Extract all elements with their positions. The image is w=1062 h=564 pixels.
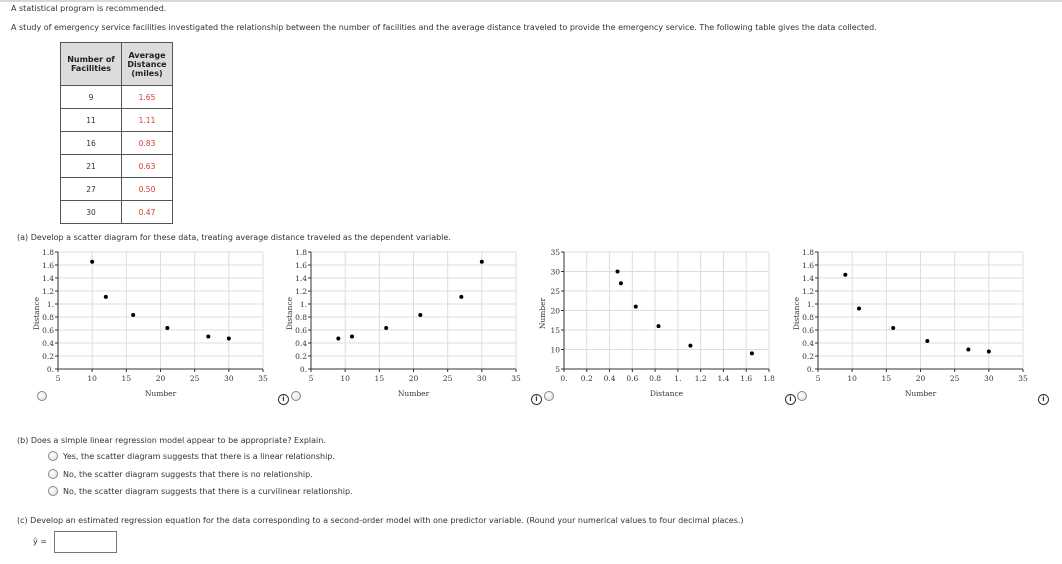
col-header-distance: Average Distance (miles) (122, 43, 173, 86)
x-tick-label: 5 (55, 374, 61, 383)
data-point (987, 349, 991, 353)
x-tick-label: 10 (87, 374, 97, 383)
y-tick-label: 1.2 (802, 287, 814, 296)
y-tick-label: 1. (806, 300, 814, 309)
data-point (206, 335, 210, 339)
table-row: 21 0.63 (61, 155, 173, 178)
y-tick-label: 35 (550, 248, 560, 257)
top-border (0, 0, 1062, 2)
scatter-option-2 (281, 247, 531, 399)
y-tick-label: 1.6 (802, 261, 814, 270)
x-tick-label: 0.2 (580, 374, 593, 383)
y-axis-title: Distance (792, 296, 801, 331)
x-tick-label: 30 (984, 374, 994, 383)
data-point (925, 339, 929, 343)
data-point (619, 281, 623, 285)
data-table (60, 42, 173, 224)
x-tick-label: 1.4 (717, 374, 730, 383)
y-tick-label: 1.8 (295, 248, 307, 257)
x-tick-label: 35 (258, 374, 268, 383)
x-tick-label: 5 (308, 374, 314, 383)
data-point (90, 260, 94, 264)
y-tick-label: 1.4 (295, 274, 307, 283)
y-tick-label: 0.8 (42, 313, 54, 322)
data-point (227, 336, 231, 340)
y-axis-title: Distance (285, 296, 294, 331)
x-tick-label: 35 (511, 374, 521, 383)
x-tick-label: 15 (881, 374, 892, 383)
y-tick-label: 1.8 (42, 248, 54, 257)
x-tick-label: 5 (815, 374, 821, 383)
info-icon[interactable]: i (278, 394, 289, 405)
table-row: 30 0.47 (61, 201, 173, 224)
x-tick-label: 0.4 (603, 374, 616, 383)
y-tick-label: 15 (550, 326, 560, 335)
y-tick-label: 0.2 (42, 352, 54, 361)
data-point (891, 326, 895, 330)
part-c-prompt: (c) Develop an estimated regression equation for the data corresponding to a second-order model with one predictor variable. (Round your numerical values to four decimal places.) (17, 516, 744, 525)
x-tick-label: 30 (477, 374, 487, 383)
y-tick-label: 20 (550, 306, 560, 316)
y-tick-label: 0.4 (802, 339, 814, 348)
data-point (657, 324, 661, 328)
scatter-option-3 (534, 247, 784, 399)
y-tick-label: 1.8 (802, 248, 814, 257)
x-tick-label: 25 (949, 374, 960, 383)
y-tick-label: 0.2 (295, 352, 307, 361)
part-a-prompt: (a) Develop a scatter diagram for these data, treating average distance traveled as the dependent variable. (17, 233, 451, 242)
option-label-none: No, the scatter diagram suggests that there is no relationship. (63, 470, 313, 479)
col-header-facilities: Number of Facilities (61, 43, 122, 86)
scatter-option-4 (788, 247, 1038, 399)
x-axis-title: Number (144, 389, 177, 397)
table-row: 16 0.83 (61, 132, 173, 155)
scatter-plot-2 (281, 247, 531, 397)
y-tick-label: 1.6 (42, 261, 54, 270)
info-icon[interactable]: i (531, 394, 542, 405)
x-tick-label: 0. (560, 374, 568, 383)
data-point (966, 348, 970, 352)
y-tick-label: 0.6 (802, 326, 814, 335)
x-tick-label: 1.6 (740, 374, 753, 383)
graph-radio-3[interactable] (544, 391, 554, 401)
data-point (165, 326, 169, 330)
data-point (418, 313, 422, 317)
y-tick-label: 5 (555, 365, 560, 374)
option-label-linear: Yes, the scatter diagram suggests that there is a linear relationship. (63, 452, 335, 461)
scatter-plot-3 (534, 247, 784, 397)
data-point (104, 295, 108, 299)
info-icon[interactable]: i (785, 394, 796, 405)
scatter-plot-1 (28, 247, 278, 397)
table-row: 9 1.65 (61, 86, 173, 109)
x-tick-label: 25 (442, 374, 453, 383)
data-point (480, 260, 484, 264)
y-tick-label: 1. (46, 300, 54, 309)
data-point (616, 270, 620, 274)
y-tick-label: 10 (550, 345, 560, 355)
y-tick-label: 0.8 (802, 313, 814, 322)
recommendation-text: A statistical program is recommended. (11, 4, 167, 13)
y-tick-label: 25 (550, 287, 560, 296)
option-label-curvilinear: No, the scatter diagram suggests that there is a curvilinear relationship. (63, 487, 353, 496)
y-tick-label: 0. (806, 365, 814, 374)
x-tick-label: 1. (674, 374, 682, 383)
option-radio-curvilinear[interactable] (48, 486, 58, 496)
x-tick-label: 1.2 (694, 374, 707, 383)
data-point (843, 273, 847, 277)
option-radio-none[interactable] (48, 469, 58, 479)
graph-radio-2[interactable] (291, 391, 301, 401)
x-axis-title: Distance (649, 389, 684, 397)
part-b-prompt: (b) Does a simple linear regression model appear to be appropriate? Explain. (17, 436, 326, 445)
intro-text: A study of emergency service facilities investigated the relationship between the number of facilities and the average distance traveled to provide the emergency service. The following table gives the data collected. (11, 23, 877, 32)
y-tick-label: 0.6 (295, 326, 307, 335)
y-tick-label: 1.6 (295, 261, 307, 270)
x-axis-title: Number (397, 389, 430, 397)
x-tick-label: 10 (340, 374, 350, 383)
y-tick-label: 1. (299, 300, 307, 309)
graph-radio-1[interactable] (37, 391, 47, 401)
data-point (857, 307, 861, 311)
y-tick-label: 0. (299, 365, 307, 374)
data-point (688, 344, 692, 348)
y-tick-label: 1.4 (802, 274, 814, 283)
y-tick-label: 30 (550, 267, 560, 277)
table-row: 11 1.11 (61, 109, 173, 132)
x-tick-label: 30 (224, 374, 234, 383)
scatter-option-1 (28, 247, 278, 399)
info-icon[interactable]: i (1038, 394, 1049, 405)
data-point (634, 305, 638, 309)
x-tick-label: 20 (155, 374, 166, 383)
x-tick-label: 35 (1018, 374, 1028, 383)
yhat-label: ŷ = (33, 537, 47, 546)
y-tick-label: 1.2 (42, 287, 54, 296)
regression-answer-input[interactable] (54, 531, 117, 553)
x-tick-label: 10 (847, 374, 857, 383)
data-point (131, 313, 135, 317)
data-point (336, 336, 340, 340)
data-point (750, 351, 754, 355)
x-tick-label: 20 (915, 374, 926, 383)
y-tick-label: 0.2 (802, 352, 814, 361)
data-point (350, 335, 354, 339)
x-tick-label: 15 (121, 374, 132, 383)
y-axis-title: Number (538, 297, 547, 330)
data-point (459, 295, 463, 299)
x-tick-label: 0.8 (649, 374, 662, 383)
table-row: 27 0.50 (61, 178, 173, 201)
y-tick-label: 0.6 (42, 326, 54, 335)
x-tick-label: 1.8 (763, 374, 775, 383)
y-tick-label: 0.4 (42, 339, 54, 348)
y-tick-label: 1.4 (42, 274, 54, 283)
x-axis-title: Number (904, 389, 937, 397)
y-tick-label: 0.4 (295, 339, 307, 348)
y-tick-label: 0. (46, 365, 54, 374)
scatter-plot-4 (788, 247, 1038, 397)
y-tick-label: 0.8 (295, 313, 307, 322)
x-tick-label: 25 (189, 374, 200, 383)
x-tick-label: 20 (408, 374, 419, 383)
option-radio-linear[interactable] (48, 451, 58, 461)
graph-radio-4[interactable] (797, 391, 807, 401)
y-tick-label: 1.2 (295, 287, 307, 296)
x-tick-label: 0.6 (626, 374, 639, 383)
data-point (384, 326, 388, 330)
y-axis-title: Distance (32, 296, 41, 331)
x-tick-label: 15 (374, 374, 385, 383)
